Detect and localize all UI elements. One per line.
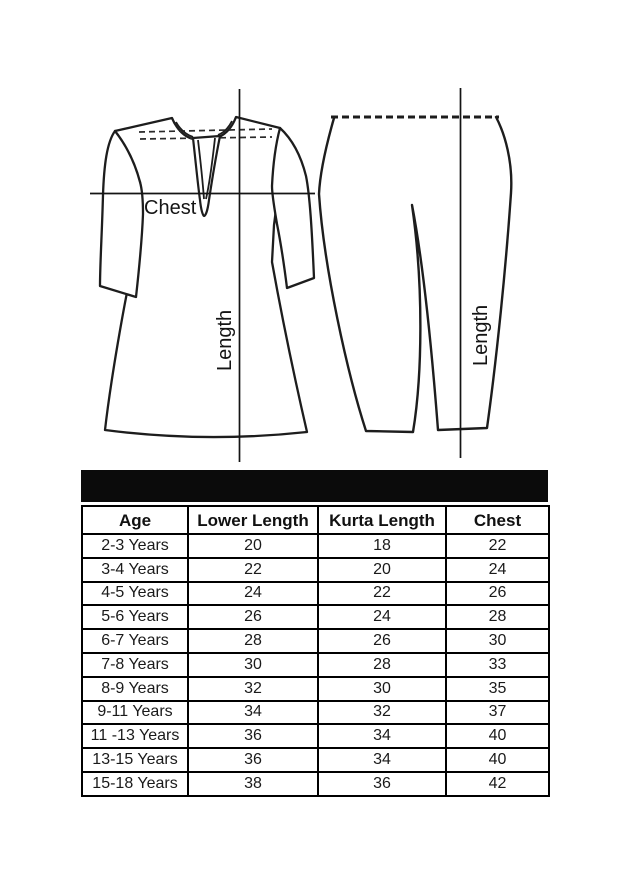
measurement-value-cell: 36	[188, 724, 318, 748]
size-row	[82, 772, 549, 796]
table-header-row	[82, 506, 549, 534]
age-cell: 5-6 Years	[82, 605, 188, 629]
kurta-chest-label: Chest	[144, 197, 197, 219]
age-cell: 4-5 Years	[82, 582, 188, 606]
measurement-value-cell: 24	[446, 558, 549, 582]
measurement-value-cell: 40	[446, 724, 549, 748]
measurement-value-cell: 26	[188, 605, 318, 629]
measurement-value-cell: 32	[318, 701, 446, 725]
measurement-value-cell: 42	[446, 772, 549, 796]
measurement-value-cell: 30	[318, 677, 446, 701]
measurement-value-cell: 18	[318, 534, 446, 558]
size-row	[82, 582, 549, 606]
size-row	[82, 558, 549, 582]
lower-length-label: Length	[470, 304, 492, 366]
measurement-value-cell: 30	[188, 653, 318, 677]
size-row	[82, 724, 549, 748]
measurement-value-cell: 20	[318, 558, 446, 582]
measurement-value-cell: 28	[446, 605, 549, 629]
column-header-kurta-length: Kurta Length	[318, 506, 446, 534]
age-cell: 7-8 Years	[82, 653, 188, 677]
kurta-right-sleeve	[272, 128, 314, 288]
age-cell: 15-18 Years	[82, 772, 188, 796]
size-row	[82, 605, 549, 629]
column-header-chest: Chest	[446, 506, 549, 534]
measurement-value-cell: 34	[318, 748, 446, 772]
age-cell: 9-11 Years	[82, 701, 188, 725]
measurement-value-cell: 20	[188, 534, 318, 558]
table-header-band	[81, 470, 548, 502]
column-header-lower-length: Lower Length	[188, 506, 318, 534]
measurement-value-cell: 24	[188, 582, 318, 606]
measurement-value-cell: 33	[446, 653, 549, 677]
measurement-value-cell: 38	[188, 772, 318, 796]
measurement-value-cell: 22	[188, 558, 318, 582]
size-row	[82, 748, 549, 772]
age-cell: 2-3 Years	[82, 534, 188, 558]
lower-pants-outline	[319, 117, 511, 432]
age-cell: 6-7 Years	[82, 629, 188, 653]
measurement-value-cell: 22	[446, 534, 549, 558]
measurement-value-cell: 40	[446, 748, 549, 772]
size-row	[82, 653, 549, 677]
measurement-value-cell: 34	[318, 724, 446, 748]
measurement-value-cell: 37	[446, 701, 549, 725]
size-row	[82, 629, 549, 653]
measurement-value-cell: 22	[318, 582, 446, 606]
size-row	[82, 534, 549, 558]
age-cell: 8-9 Years	[82, 677, 188, 701]
measurement-value-cell: 30	[446, 629, 549, 653]
age-cell: 3-4 Years	[82, 558, 188, 582]
measurement-value-cell: 26	[318, 629, 446, 653]
measurement-value-cell: 35	[446, 677, 549, 701]
measurement-value-cell: 34	[188, 701, 318, 725]
size-row	[82, 677, 549, 701]
age-cell: 13-15 Years	[82, 748, 188, 772]
column-header-age: Age	[82, 506, 188, 534]
measurement-value-cell: 24	[318, 605, 446, 629]
size-chart-table	[81, 505, 550, 797]
measurement-value-cell: 36	[188, 748, 318, 772]
kurta-length-label: Length	[214, 309, 236, 371]
size-row	[82, 701, 549, 725]
age-cell: 11 -13 Years	[82, 724, 188, 748]
measurement-value-cell: 26	[446, 582, 549, 606]
measurement-value-cell: 28	[318, 653, 446, 677]
measurement-value-cell: 28	[188, 629, 318, 653]
measurement-value-cell: 32	[188, 677, 318, 701]
measurement-value-cell: 36	[318, 772, 446, 796]
